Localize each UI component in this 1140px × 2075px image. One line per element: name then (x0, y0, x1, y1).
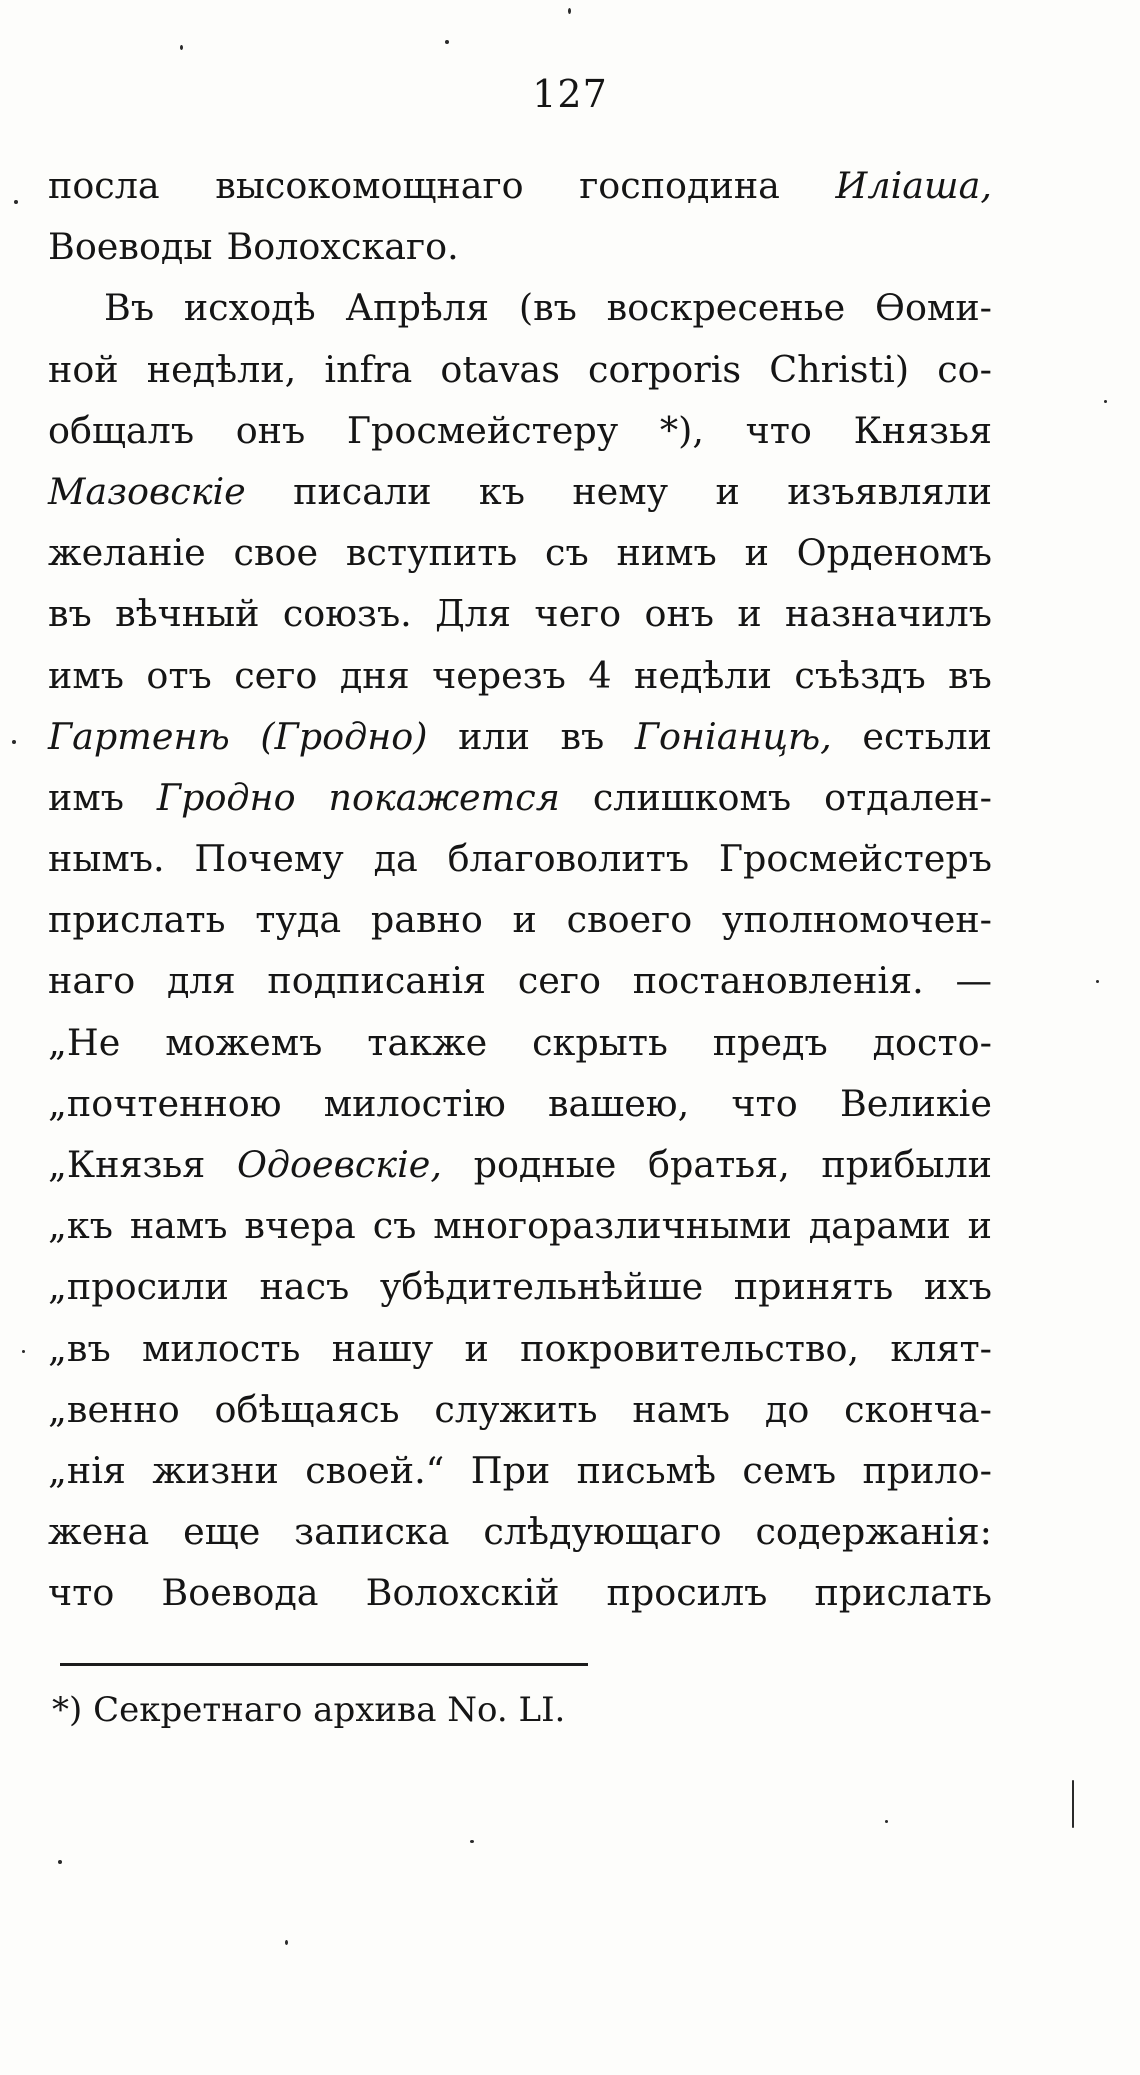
text-line (48, 1195, 992, 1256)
scan-speck (12, 740, 16, 744)
text-word: имъ (48, 775, 124, 819)
text-word: посла (48, 164, 160, 207)
text-word: Мазовскіе (48, 469, 246, 513)
text-line (48, 889, 992, 950)
text-line (48, 155, 992, 216)
text-word: прило- (862, 1448, 992, 1492)
text-word: естьли (862, 714, 992, 758)
scan-speck (1072, 1780, 1074, 1828)
text-word: Почему (194, 837, 344, 881)
text-word: otavas (440, 347, 560, 391)
text-word: содержанія: (755, 1510, 992, 1554)
text-word: исходѣ (183, 286, 316, 330)
text-word: Гродно (156, 775, 296, 819)
text-word: наго (48, 959, 136, 1003)
text-line (48, 828, 992, 889)
text-word: и (967, 1204, 992, 1248)
text-word: онъ (235, 408, 306, 452)
text-word: дня (339, 653, 410, 697)
scan-speck (1104, 400, 1107, 403)
text-word: Гросмейстеру (346, 408, 619, 452)
text-word: убѣдительнѣйше (379, 1265, 704, 1309)
text-line (48, 1501, 992, 1562)
text-line (48, 277, 992, 338)
text-word: клят- (890, 1326, 992, 1370)
text-word: туда (255, 898, 342, 942)
text-word: записка (294, 1510, 450, 1554)
text-word: Гоніанцѣ, (634, 714, 832, 758)
text-word: Великіе (839, 1081, 992, 1125)
text-word: infra (324, 347, 413, 391)
text-word: Гартенѣ (48, 714, 230, 758)
text-word: въ (948, 653, 992, 697)
text-word: нашу (331, 1326, 434, 1370)
text-word: обѣщаясь (214, 1387, 400, 1431)
text-word: слѣдующаго (483, 1510, 722, 1554)
text-word: нему (572, 469, 669, 513)
scan-speck (1096, 980, 1099, 983)
text-word: съ (545, 531, 589, 575)
text-line (48, 1134, 992, 1195)
text-word: *), (659, 408, 704, 452)
text-word: своей.“ (305, 1448, 445, 1492)
text-word: братья, (648, 1143, 790, 1186)
scan-speck (885, 1820, 888, 1823)
text-word: для (166, 959, 236, 1003)
text-word: уполномочен- (721, 898, 992, 942)
text-word: недѣли, (146, 347, 297, 391)
text-word: нымъ. (48, 837, 165, 881)
text-word: родные (473, 1143, 617, 1186)
text-word: съ (372, 1204, 417, 1248)
text-word: къ (478, 469, 525, 513)
text-word: Christi) (769, 347, 910, 391)
text-line (48, 706, 992, 767)
footnote-rule (60, 1663, 588, 1666)
text-word: Апрѣля (345, 286, 490, 330)
text-word: вступить (345, 531, 518, 575)
footnote: *) Секретнаго архива No. LI. (52, 1690, 566, 1730)
text-word: отъ (146, 653, 212, 697)
text-word: „венно (48, 1387, 180, 1431)
text-word: семъ (742, 1448, 837, 1492)
text-word: да (373, 837, 418, 881)
text-word: до (764, 1387, 810, 1431)
text-word: намъ (632, 1387, 731, 1431)
text-word: со- (937, 347, 992, 391)
text-word: въ (48, 592, 92, 636)
text-word: многоразличными (433, 1204, 792, 1248)
text-word: Ѳоми- (875, 286, 992, 330)
text-line (48, 1318, 992, 1379)
text-line (48, 216, 992, 277)
text-word: что (48, 1571, 115, 1615)
text-word: чего (534, 592, 622, 636)
text-word: и (512, 898, 537, 942)
text-line (48, 522, 992, 583)
text-word: (въ (518, 286, 577, 330)
text-word: служить (434, 1387, 598, 1431)
text-line (48, 339, 992, 400)
text-word: сконча- (844, 1387, 992, 1431)
text-word: отдален- (824, 775, 992, 819)
text-word: изъявляли (787, 469, 992, 513)
text-line (48, 1012, 992, 1073)
text-word: Одоевскіе, (236, 1143, 442, 1186)
text-word: Волохскаго. (226, 225, 459, 269)
scan-speck (22, 1350, 25, 1353)
page-number: 127 (532, 72, 608, 116)
text-word: Волохскій (365, 1571, 560, 1615)
text-word: (Гродно) (260, 714, 428, 758)
text-word: высокомощнаго (215, 164, 524, 207)
text-word: „къ (48, 1204, 113, 1248)
text-word: прислать (814, 1571, 992, 1615)
text-word: вчера (244, 1204, 356, 1248)
text-word: прислать (48, 898, 226, 942)
text-word: черезъ (432, 653, 566, 697)
text-word: жена (48, 1510, 150, 1554)
text-word: намъ (129, 1204, 228, 1248)
text-word: принять (733, 1265, 894, 1309)
text-word: — (955, 959, 992, 1003)
text-word: прибыли (821, 1143, 992, 1186)
text-word: Воевода (161, 1571, 319, 1615)
text-word: въ (560, 714, 605, 758)
text-word: письмѣ (576, 1448, 717, 1492)
text-word: „почтенною (48, 1081, 282, 1125)
text-word: покажется (328, 775, 560, 819)
text-word: Князья (853, 408, 992, 452)
text-word: равно (370, 898, 483, 942)
text-word: воскресенье (606, 286, 846, 330)
text-line (48, 950, 992, 1011)
scan-speck (568, 8, 571, 14)
text-word: Орденомъ (796, 531, 992, 575)
text-word: „Князья (48, 1143, 206, 1186)
text-word: Въ (104, 286, 155, 330)
scan-speck (470, 1840, 474, 1843)
text-word: сего (234, 653, 318, 697)
text-word: „Не (48, 1020, 121, 1064)
text-word: союзъ. (282, 592, 412, 636)
text-word: благоволитъ (447, 837, 690, 881)
text-word: еще (183, 1510, 261, 1554)
text-word: желаніе (48, 531, 206, 575)
scan-speck (445, 40, 449, 44)
text-line (48, 1440, 992, 1501)
text-word: жизни (152, 1448, 279, 1492)
text-word: недѣли (634, 653, 772, 697)
text-word: онъ (644, 592, 715, 636)
text-word: и (464, 1326, 489, 1370)
text-word: что (745, 408, 812, 452)
text-line (48, 645, 992, 706)
text-word: покровительство, (520, 1326, 860, 1370)
text-line (48, 1073, 992, 1134)
text-word: что (731, 1081, 798, 1125)
text-word: нимъ (616, 531, 717, 575)
text-line (48, 583, 992, 644)
text-word: сего (517, 959, 601, 1003)
text-line (48, 400, 992, 461)
scan-speck (14, 200, 18, 204)
text-word: „въ (48, 1326, 111, 1370)
text-word: назначилъ (785, 592, 992, 636)
text-word: милостію (323, 1081, 506, 1125)
text-word: дарами (808, 1204, 951, 1248)
text-word: предъ (712, 1020, 828, 1064)
scan-speck (180, 45, 183, 50)
text-word: и (744, 531, 769, 575)
text-word: Для (435, 592, 511, 636)
text-word: скрыть (532, 1020, 668, 1064)
text-word: досто- (872, 1020, 992, 1064)
text-word: и (737, 592, 762, 636)
text-word: также (367, 1020, 488, 1064)
text-word: своего (566, 898, 693, 942)
body-text (48, 155, 992, 1624)
text-word: насъ (259, 1265, 350, 1309)
text-word: общалъ (48, 408, 195, 452)
text-word: Иліаша, (835, 164, 992, 207)
text-word: corporis (588, 347, 742, 391)
text-word: господина (579, 164, 780, 207)
text-word: можемъ (165, 1020, 323, 1064)
text-word: „просили (48, 1265, 229, 1309)
text-word: подписанія (267, 959, 487, 1003)
text-line (48, 461, 992, 522)
text-word: вашею, (547, 1081, 690, 1125)
text-word: постановленія. (632, 959, 924, 1003)
text-line (48, 1379, 992, 1440)
text-word: слишкомъ (592, 775, 792, 819)
text-word: милость (142, 1326, 301, 1370)
text-line (48, 1256, 992, 1317)
text-word: свое (233, 531, 319, 575)
text-word: ной (48, 347, 119, 391)
text-word: или (458, 714, 530, 758)
text-word: съѣздъ (794, 653, 926, 697)
text-word: имъ (48, 653, 124, 697)
text-word: „нія (48, 1448, 126, 1492)
text-word: писали (293, 469, 432, 513)
text-word: и (715, 469, 740, 513)
text-word: ихъ (923, 1265, 992, 1309)
text-line (48, 767, 992, 828)
text-word: просилъ (606, 1571, 768, 1615)
scan-speck (285, 1940, 288, 1945)
text-line (48, 1562, 992, 1623)
text-word: Воеводы (48, 225, 213, 269)
scan-speck (58, 1860, 62, 1864)
text-word: При (470, 1448, 551, 1492)
text-word: Гросмейстеръ (718, 837, 992, 881)
text-word: 4 (588, 653, 612, 697)
text-word: вѣчный (115, 592, 260, 636)
